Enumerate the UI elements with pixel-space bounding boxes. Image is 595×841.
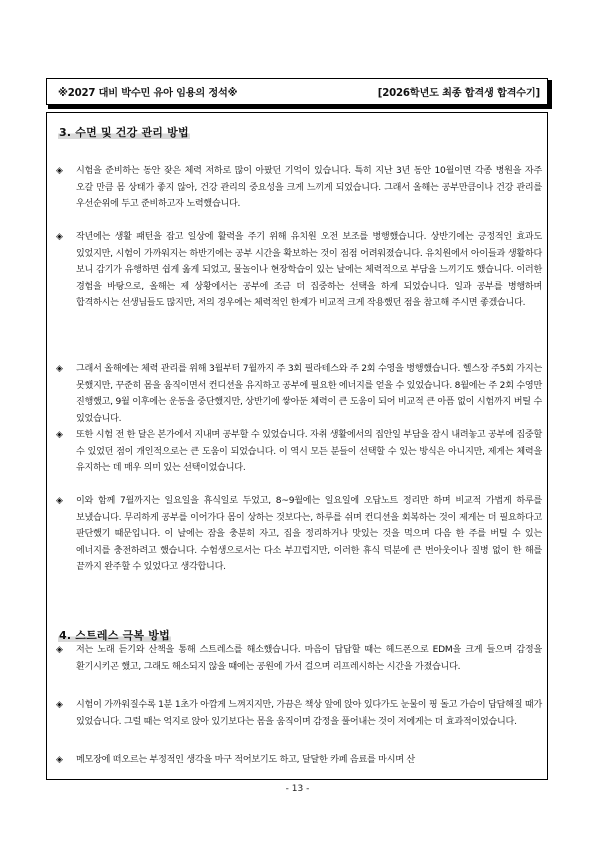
diamond-bullet-icon: ◈ (56, 645, 63, 655)
diamond-bullet-icon: ◈ (56, 755, 63, 765)
section-title-sleep-health: 3. 수면 및 건강 관리 방법 (59, 126, 189, 139)
list-item: ◈ 메모장에 떠오르는 부정적인 생각을 마구 적어보기도 하고, 달달한 카페 음료를 마시며 산 (55, 752, 542, 769)
diamond-bullet-icon: ◈ (56, 700, 63, 710)
header-left: ※2027 대비 박수민 유아 임용의 정석※ (58, 88, 238, 99)
list-item: ◈ 시험이 가까워질수록 1분 1초가 아깝게 느껴지지만, 가끔은 책상 앞에 앉아 있다가도 눈물이 핑 돌고 가슴이 답답해질 때가 있었습니다. 그럴 때는 억지로 앉아 있기보다는 몸을 움직이며 감정을 풀어내는 것이 저에게는 더 효과적이었습니다. (55, 697, 542, 730)
diamond-bullet-icon: ◈ (56, 430, 63, 440)
list-item: ◈ 그래서 올해에는 체력 관리를 위해 3월부터 7월까지 주 3회 필라테스와 주 2회 수영을 병행했습니다. 헬스장 주5회 가지는 못했지만, 꾸준히 몸을 움직이면서 컨디션을 유지하고 공부에 필요한 에너지를 얻을 수 있었습니다. 8월에는 주 2회 수영만 진행했고, 9월 이후에는 운동을 중단했지만, 상반기에 쌓아둔 체력이 큰 도움이 되어 비교적 큰 아픔 없이 시험까지 버틸 수 있었습니다. (55, 361, 542, 427)
page-number: - 13 - (285, 784, 310, 794)
list-item: ◈ 저는 노래 듣기와 산책을 통해 스트레스를 해소했습니다. 마음이 답답할 때는 헤드폰으로 EDM을 크게 들으며 감정을 환기시키곤 했고, 그래도 해소되지 않을 때에는 공원에 가서 걸으며 리프레시하는 시간을 가졌습니다. (55, 642, 542, 675)
list-item: ◈ 시험을 준비하는 동안 잦은 체력 저하로 많이 아팠던 기억이 있습니다. 특히 지난 3년 동안 10월이면 각종 병원을 자주 오갈 만큼 몸 상태가 좋지 않아, 건강 관리의 중요성을 크게 느끼게 되었습니다. 그래서 올해는 공부만큼이나 건강 관리를 우선순위에 두고 준비하고자 노력했습니다. (55, 163, 542, 213)
diamond-bullet-icon: ◈ (56, 364, 63, 374)
list-item: ◈ 이와 함께 7월까지는 일요일을 휴식일로 두었고, 8~9월에는 일요일에 오답노트 정리만 하며 비교적 가볍게 하루를 보냈습니다. 무리하게 공부를 이어가다 몸이 상하는 것보다는, 하루를 쉬며 컨디션을 회복하는 것이 제게는 더 필요하다고 판단했기 때문입니다. 이 날에는 잠을 충분히 자고, 집을 정리하거나 맛있는 것을 먹으며 다음 한 주를 버틸 수 있는 에너지를 충전하려고 했습니다. 수험생으로서는 다소 부끄럽지만, 이러한 휴식 덕분에 큰 번아웃이나 질병 없이 한 해를 끝까지 완주할 수 있었다고 생각합니다. (55, 493, 542, 576)
diamond-bullet-icon: ◈ (56, 166, 63, 176)
header-right: [2026학년도 최종 합격생 합격수기] (377, 88, 540, 99)
diamond-bullet-icon: ◈ (56, 232, 63, 242)
document-header (46, 78, 548, 105)
list-item: ◈ 작년에는 생활 패턴을 잡고 일상에 활력을 주기 위해 유치원 오전 보조를 병행했습니다. 상반기에는 긍정적인 효과도 있었지만, 시험이 가까워지는 하반기에는 공부 시간을 확보하는 것이 점점 어려워졌습니다. 유치원에서 아이들과 생활하다 보니 감기가 유행하면 쉽게 옮게 되었고, 물놀이나 현장학습이 있는 날에는 체력적으로 부담을 느끼기도 했습니다. 이러한 경험을 바탕으로, 올해는 제 상황에서는 공부에 조금 더 집중하는 선택을 하게 되었습니다. 일과 공부를 병행하며 합격하시는 선생님들도 많지만, 저의 경우에는 체력적인 한계가 비교적 크게 작용했던 점을 참고해 주시면 좋겠습니다. (55, 229, 542, 312)
list-item: ◈ 또한 시험 전 한 달은 본가에서 지내며 공부할 수 있었습니다. 자취 생활에서의 집안일 부담을 잠시 내려놓고 공부에 집중할 수 있었던 점이 개인적으로는 큰 도움이 되었습니다. 이 역시 모든 분들이 선택할 수 있는 방식은 아니지만, 제게는 체력을 유지하는 데 매우 의미 있는 선택이었습니다. (55, 427, 542, 477)
section-title-stress: 4. 스트레스 극복 방법 (59, 629, 170, 642)
diamond-bullet-icon: ◈ (56, 496, 63, 506)
